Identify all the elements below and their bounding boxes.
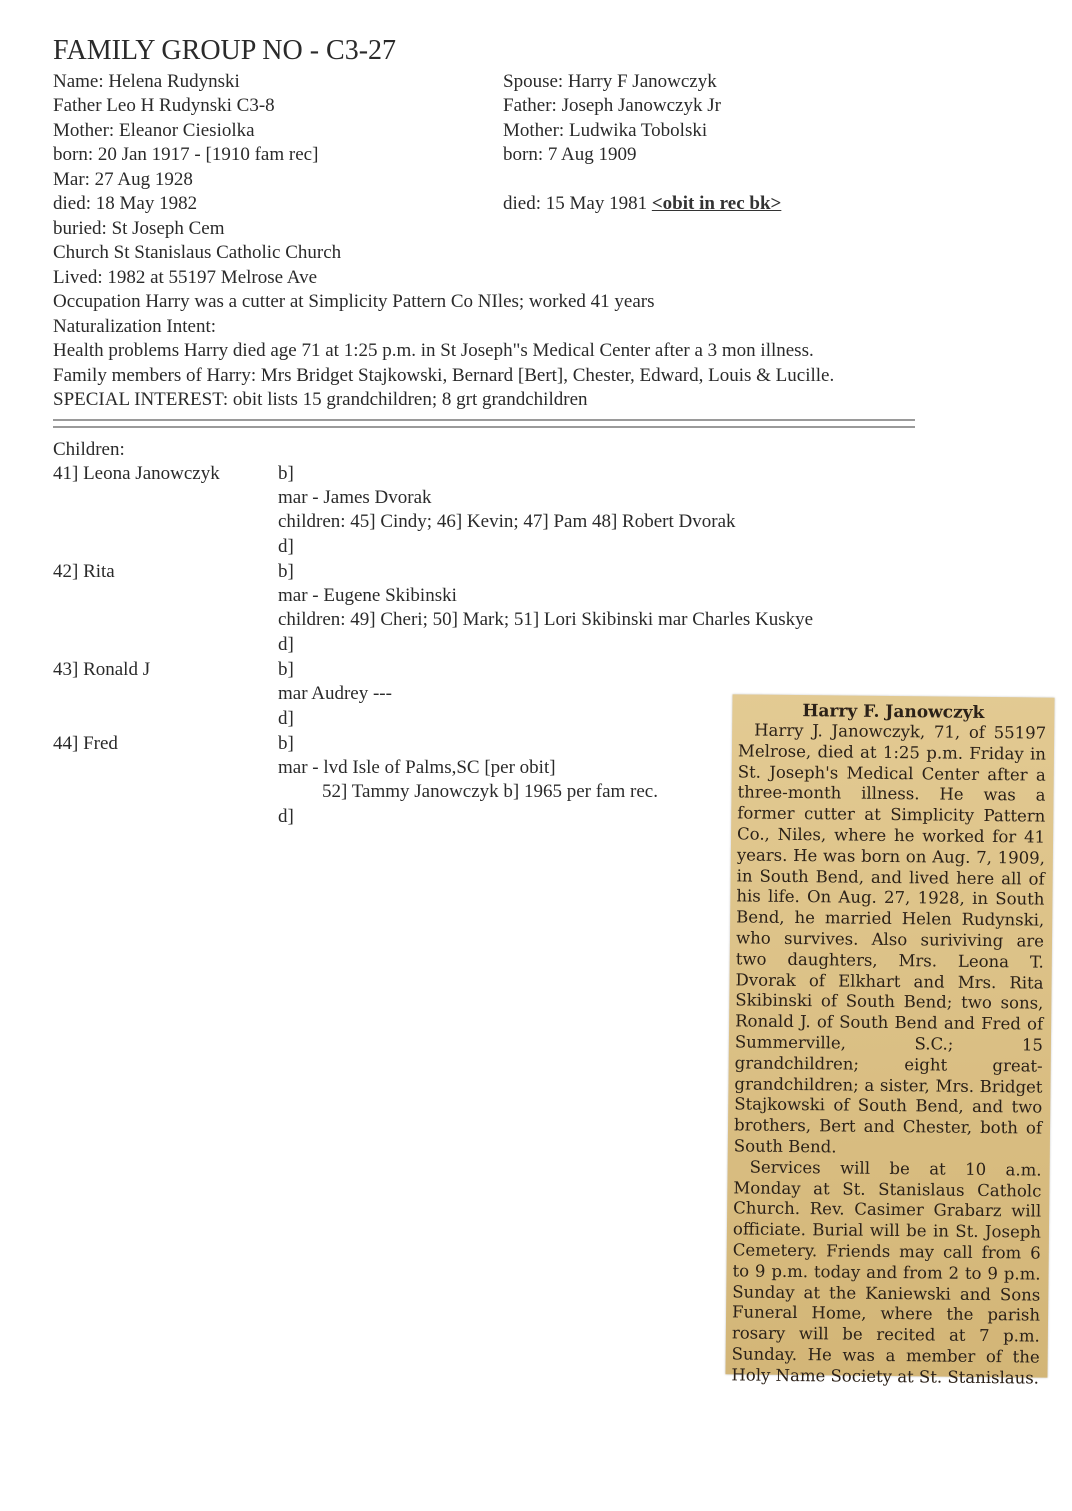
spouse-mother-line: Mother: Ludwika Tobolski — [503, 120, 708, 141]
born-line: born: 20 Jan 1917 - [1910 fam rec] — [53, 144, 319, 165]
died-line: died: 18 May 1982 — [53, 193, 198, 214]
child-41-died: d] — [278, 536, 294, 557]
child-42-died: d] — [278, 634, 294, 655]
child-42-born: b] — [278, 561, 294, 582]
obituary-body — [731, 720, 1046, 1389]
obituary-paragraph-1: Harry J. Janowczyk, 71, of 55197 Melrose, died at 1:25 p.m. Friday in St. Joseph's Medical Center after a three-month illness. He was a former cutter at Simplicity Pattern Co., Niles, where he worked for 41 years. He was born on Aug. 7, 1909, in South Bend, and lived here all of his life. On Aug. 27, 1928, in South Bend, he married Helen Rudynski, who survives. Also suriviving are two daughters, Mrs. Leona T. Dvorak of Elkhart and Mrs. Rita Skibinski of South Bend; two sons, Ronald J. of South Bend and Fred of Summerville, S.C.; 15 grandchildren; eight great-grandchildren; a sister, Mrs. Bridget Stajkowski of South Bend, and two brothers, Bert and Chester, both of South Bend. — [733, 720, 1047, 1157]
child-44-born: b] — [278, 733, 294, 754]
buried-line: buried: St Joseph Cem — [53, 218, 225, 239]
child-44-married: mar - lvd Isle of Palms,SC [per obit] — [278, 757, 556, 778]
child-41-married: mar - James Dvorak — [278, 487, 432, 508]
spouse-father-line: Father: Joseph Janowczyk Jr — [503, 95, 721, 116]
spouse-died-text: died: 15 May 1981 — [503, 193, 652, 214]
special-interest-line: SPECIAL INTEREST: obit lists 15 grandchildren; 8 grt grandchildren — [53, 389, 588, 410]
child-44-name: 44] Fred — [53, 733, 118, 754]
occupation-line: Occupation Harry was a cutter at Simplicity Pattern Co NIles; worked 41 years — [53, 291, 655, 312]
lived-line: Lived: 1982 at 55197 Melrose Ave — [53, 267, 318, 288]
obituary-paragraph-2: Services will be at 10 a.m. Monday at St. Stanislaus Catholc Church. Rev. Casimer Grabarz will officiate. Burial will be in St. Joseph Cemetery. Friends may call from 6 to 9 p.m. today and from 2 to 9 p.m. Sunday at the Kaniewski and Sons Funeral Home, where the parish rosary will be recited at 7 p.m. Sunday. He was a member of the Holy Name Society at St. Stanislaus. — [731, 1157, 1042, 1388]
child-42-name: 42] Rita — [53, 561, 115, 582]
health-line: Health problems Harry died age 71 at 1:25 p.m. in St Joseph"s Medical Center after a 3 mon illness. — [53, 340, 814, 361]
married-line: Mar: 27 Aug 1928 — [53, 169, 193, 190]
spouse-born-line: born: 7 Aug 1909 — [503, 144, 637, 165]
children-header: Children: — [53, 439, 125, 460]
mother-line: Mother: Eleanor Ciesiolka — [53, 120, 255, 141]
child-44-grandchild: 52] Tammy Janowczyk b] 1965 per fam rec. — [322, 781, 658, 802]
spouse-line: Spouse: Harry F Janowczyk — [503, 71, 717, 92]
child-42-married: mar - Eugene Skibinski — [278, 585, 457, 606]
child-43-married: mar Audrey --- — [278, 683, 392, 704]
child-41-name: 41] Leona Janowczyk — [53, 463, 220, 484]
obituary-headline: Harry F. Janowczyk — [802, 701, 985, 723]
obituary-clipping — [725, 694, 1054, 1388]
child-41-children: children: 45] Cindy; 46] Kevin; 47] Pam 48] Robert Dvorak — [278, 511, 736, 532]
child-41-born: b] — [278, 463, 294, 484]
child-43-name: 43] Ronald J — [53, 659, 151, 680]
child-44-died: d] — [278, 806, 294, 827]
section-divider — [53, 419, 915, 428]
name-line: Name: Helena Rudynski — [53, 71, 240, 92]
family-members-line: Family members of Harry: Mrs Bridget Stajkowski, Bernard [Bert], Chester, Edward, Louis & Lucille. — [53, 365, 835, 386]
child-43-born: b] — [278, 659, 294, 680]
child-43-died: d] — [278, 708, 294, 729]
father-line: Father Leo H Rudynski C3-8 — [53, 95, 275, 116]
church-line: Church St Stanislaus Catholic Church — [53, 242, 342, 263]
page-title: FAMILY GROUP NO - C3-27 — [53, 35, 397, 66]
obit-link[interactable]: <obit in rec bk> — [651, 193, 782, 214]
naturalization-line: Naturalization Intent: — [53, 316, 217, 337]
child-42-children: children: 49] Cheri; 50] Mark; 51] Lori Skibinski mar Charles Kuskye — [278, 609, 814, 630]
spouse-died-line — [503, 193, 781, 215]
